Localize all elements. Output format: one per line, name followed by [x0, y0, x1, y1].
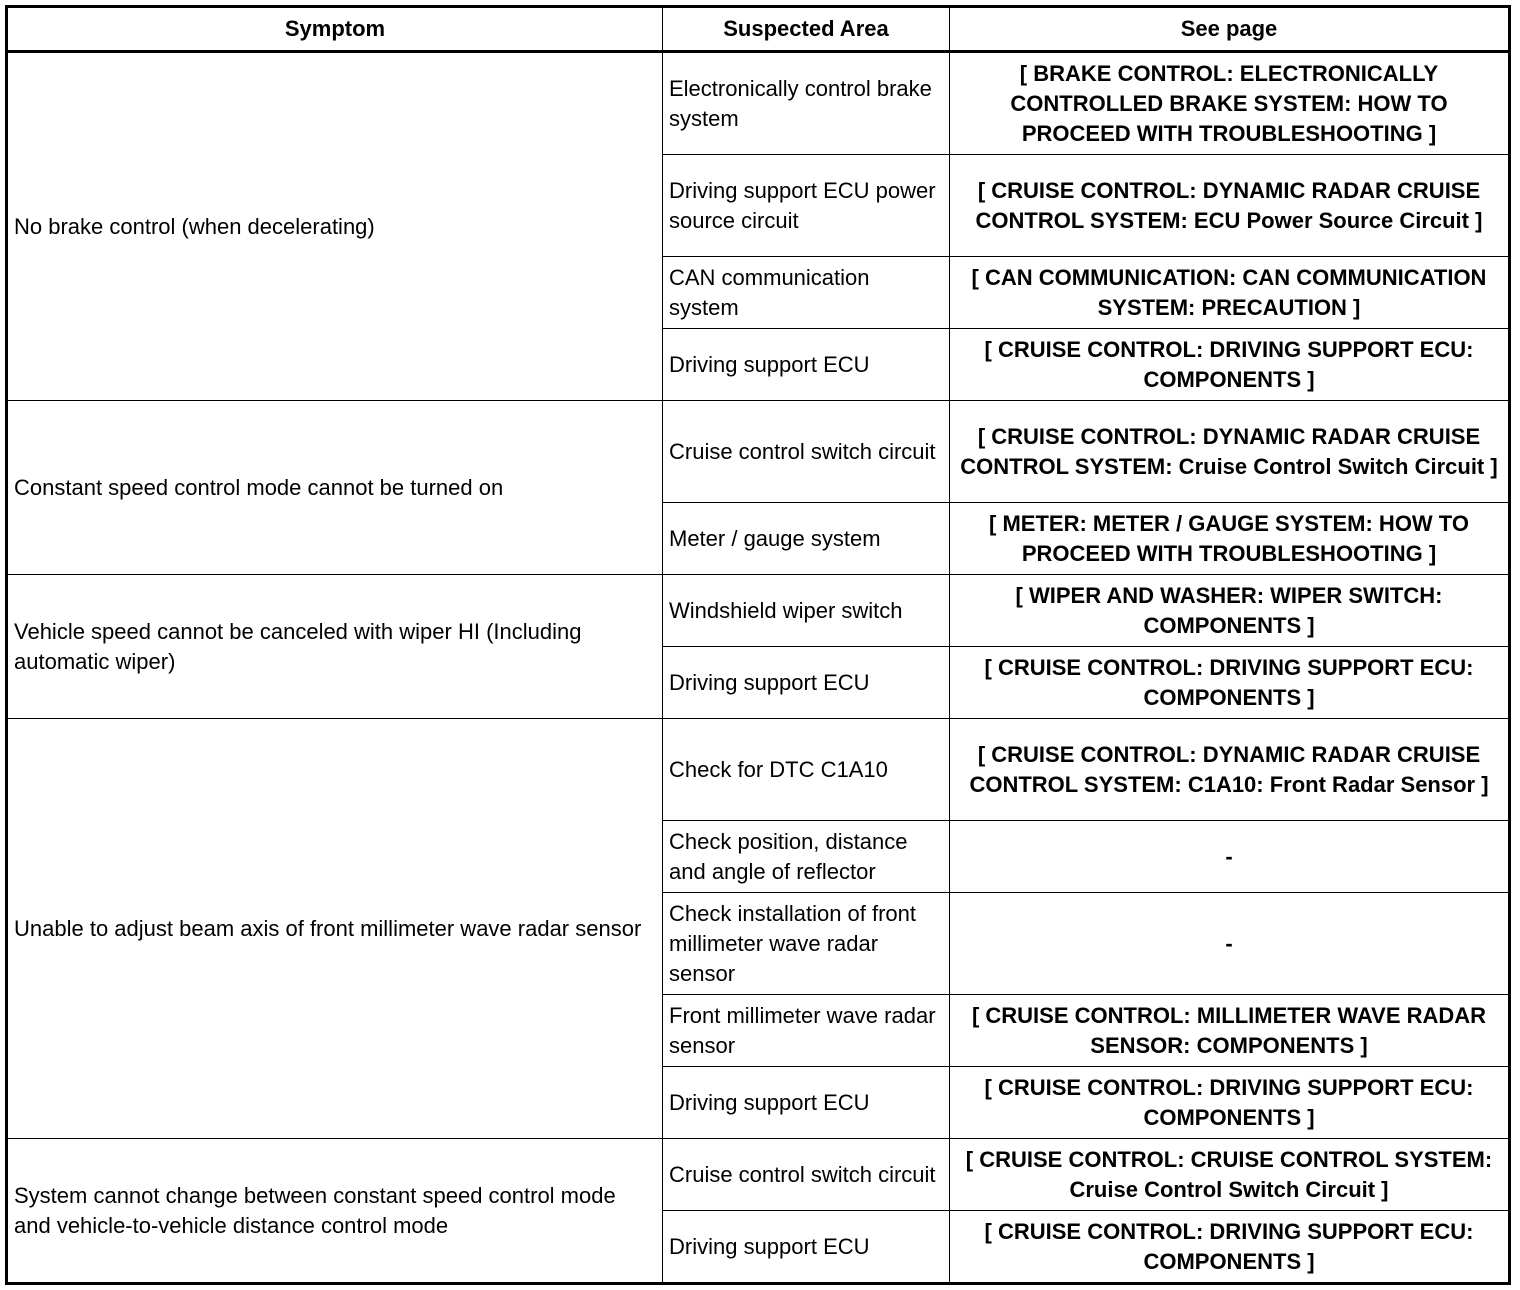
symptom-cell: Unable to adjust beam axis of front millimeter wave radar sensor — [7, 719, 663, 1139]
see-page-cell: - — [950, 821, 1510, 893]
suspected-area-cell: Check position, distance and angle of reflector — [663, 821, 950, 893]
suspected-area-cell: Meter / gauge system — [663, 503, 950, 575]
see-page-cell: [ METER: METER / GAUGE SYSTEM: HOW TO PROCEED WITH TROUBLESHOOTING ] — [950, 503, 1510, 575]
see-page-cell: [ CRUISE CONTROL: DYNAMIC RADAR CRUISE CONTROL SYSTEM: Cruise Control Switch Circuit ] — [950, 401, 1510, 503]
table-row — [7, 1139, 1510, 1211]
troubleshooting-table — [5, 5, 1511, 1285]
suspected-area-cell: Driving support ECU — [663, 329, 950, 401]
symptom-cell: System cannot change between constant speed control mode and vehicle-to-vehicle distance control mode — [7, 1139, 663, 1284]
suspected-area-cell: Front millimeter wave radar sensor — [663, 995, 950, 1067]
see-page-cell: [ CRUISE CONTROL: DRIVING SUPPORT ECU: COMPONENTS ] — [950, 647, 1510, 719]
header-symptom: Symptom — [7, 7, 663, 52]
symptom-cell: Constant speed control mode cannot be turned on — [7, 401, 663, 575]
see-page-cell: [ CRUISE CONTROL: DYNAMIC RADAR CRUISE CONTROL SYSTEM: ECU Power Source Circuit ] — [950, 155, 1510, 257]
table-row — [7, 401, 1510, 503]
suspected-area-cell: Check installation of front millimeter wave radar sensor — [663, 893, 950, 995]
see-page-cell: - — [950, 893, 1510, 995]
suspected-area-cell: CAN communication system — [663, 257, 950, 329]
see-page-cell: [ CRUISE CONTROL: DRIVING SUPPORT ECU: COMPONENTS ] — [950, 1211, 1510, 1284]
table-row — [7, 719, 1510, 821]
suspected-area-cell: Driving support ECU — [663, 647, 950, 719]
suspected-area-cell: Driving support ECU power source circuit — [663, 155, 950, 257]
suspected-area-cell: Electronically control brake system — [663, 52, 950, 155]
see-page-cell: [ BRAKE CONTROL: ELECTRONICALLY CONTROLLED BRAKE SYSTEM: HOW TO PROCEED WITH TROUBLESHOOTING ] — [950, 52, 1510, 155]
header-suspected-area: Suspected Area — [663, 7, 950, 52]
suspected-area-cell: Check for DTC C1A10 — [663, 719, 950, 821]
suspected-area-cell: Windshield wiper switch — [663, 575, 950, 647]
symptom-cell: Vehicle speed cannot be canceled with wiper HI (Including automatic wiper) — [7, 575, 663, 719]
see-page-cell: [ CRUISE CONTROL: DRIVING SUPPORT ECU: COMPONENTS ] — [950, 329, 1510, 401]
header-see-page: See page — [950, 7, 1510, 52]
see-page-cell: [ CRUISE CONTROL: CRUISE CONTROL SYSTEM: Cruise Control Switch Circuit ] — [950, 1139, 1510, 1211]
table-row — [7, 52, 1510, 155]
suspected-area-cell: Cruise control switch circuit — [663, 1139, 950, 1211]
see-page-cell: [ CRUISE CONTROL: DRIVING SUPPORT ECU: COMPONENTS ] — [950, 1067, 1510, 1139]
see-page-cell: [ CRUISE CONTROL: DYNAMIC RADAR CRUISE CONTROL SYSTEM: C1A10: Front Radar Sensor ] — [950, 719, 1510, 821]
suspected-area-cell: Driving support ECU — [663, 1067, 950, 1139]
header-row — [7, 7, 1510, 52]
see-page-cell: [ CRUISE CONTROL: MILLIMETER WAVE RADAR SENSOR: COMPONENTS ] — [950, 995, 1510, 1067]
see-page-cell: [ WIPER AND WASHER: WIPER SWITCH: COMPONENTS ] — [950, 575, 1510, 647]
symptom-cell: No brake control (when decelerating) — [7, 52, 663, 401]
table-row — [7, 575, 1510, 647]
suspected-area-cell: Driving support ECU — [663, 1211, 950, 1284]
see-page-cell: [ CAN COMMUNICATION: CAN COMMUNICATION SYSTEM: PRECAUTION ] — [950, 257, 1510, 329]
suspected-area-cell: Cruise control switch circuit — [663, 401, 950, 503]
